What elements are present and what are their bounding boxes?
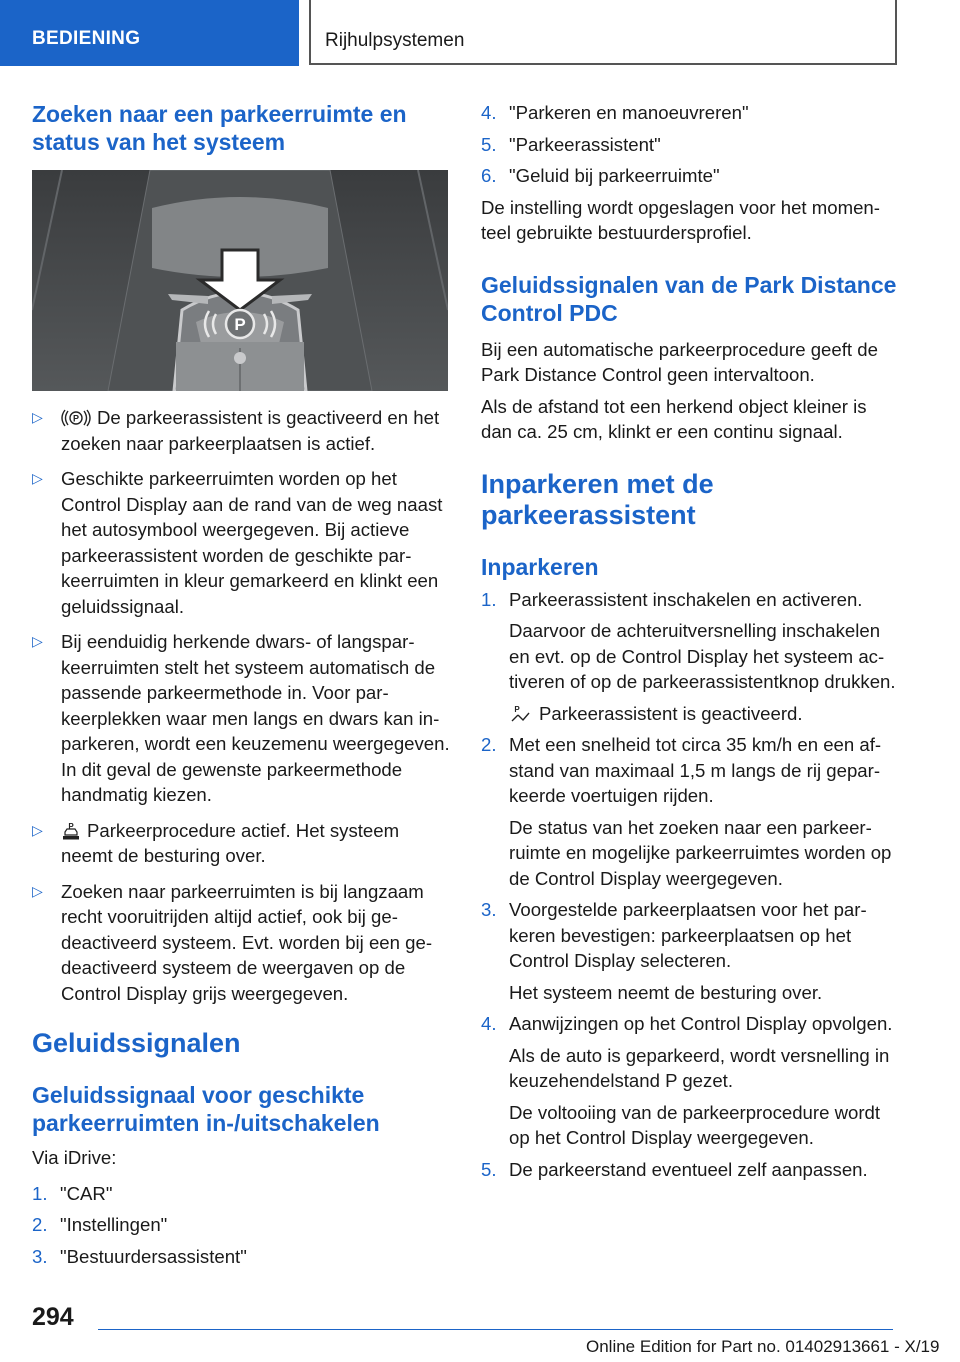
list-item: 3. Voorgestelde parkeerplaatsen voor het parkeren bevestigen: parkeerplaatsen op het Control Display selecteren. <box>481 899 867 971</box>
settings-saved-text: De instelling wordt opgeslagen voor het momenteel gebruikte bestuurdersprofiel. <box>481 196 880 243</box>
heading-sound-toggle: Geluidssignaal voor geschikte parkeerruimten in-/uitschakelen <box>32 1082 380 1136</box>
parking-steps-list <box>481 587 899 1183</box>
list-item: 5. "Parkeerassistent" <box>481 133 661 155</box>
list-item: ▷ Bij eenduidig herkende dwars- of langsparkeerruimten stelt het systeem automatisch de passende parkeermethode in. Voor parkeerplekken waar men langs en dwars kan inparkeren, wordt een keuzemenu weergegeven. In dit geval de gewenste parkeermethode handmatig kiezen. <box>32 631 450 805</box>
parking-procedure-active-icon <box>61 820 81 840</box>
footer-divider <box>98 1329 893 1330</box>
list-item: 1. "CAR" <box>32 1182 113 1204</box>
heading-sound-signals: Geluidssignalen <box>32 1028 241 1058</box>
section-tab <box>0 0 299 66</box>
heading-search-status: Zoeken naar een parkeerruimte en status van het systeem <box>32 101 407 155</box>
triangle-bullet-icon: ▷ <box>32 633 43 649</box>
svg-text:P: P <box>514 704 520 714</box>
list-item: ▷ Geschikte parkeerruimten worden op het Control Display aan de rand van de weg naast het autosymbool weergegeven. Bij actieve parkeerassistent worden de geschikte parkeerruimten in kleur gemarkeerd en klinkt een geluidssignaal. <box>32 468 443 617</box>
list-item: 5. De parkeerstand eventueel zelf aanpassen. <box>481 1158 868 1180</box>
list-item: 4. Aanwijzingen op het Control Display opvolgen. <box>481 1013 893 1034</box>
parking-assistant-active-icon <box>61 409 91 427</box>
list-item: De status van het zoeken naar een parkeerruimte en mogelijke parkeerruimtes worden op de Control Display weergegeven. <box>509 816 892 889</box>
list-item: 6. "Geluid bij parkeerruimte" <box>481 165 720 186</box>
pdc-paragraph-1: Bij een automatische parkeerprocedure geeft de Park Distance Control geen intervaltoon. <box>481 338 878 385</box>
list-item: De voltooiing van de parkeerprocedure wordt op het Control Display weergegeven. <box>509 1101 881 1148</box>
search-bullet-list <box>32 405 450 1006</box>
heading-inparkeren: Inparkeren <box>481 553 599 580</box>
parking-assistant-illustration <box>32 170 448 391</box>
list-item: 1. Parkeerassistent inschakelen en activeren. <box>481 588 863 610</box>
left-column <box>32 100 450 1269</box>
list-item: Daarvoor de achteruitversnelling inschakelen en evt. op de Control Display het systeem activeren of op de parkeerassistentknop drukken. <box>509 620 896 692</box>
car-with-arrow-illustration <box>32 170 448 391</box>
list-item: P Parkeerassistent is geactiveerd. <box>481 701 899 727</box>
triangle-bullet-icon: ▷ <box>32 821 43 838</box>
heading-park-with-assistant: Inparkeren met de parkeerassistent <box>481 468 714 530</box>
svg-text:P: P <box>68 821 74 831</box>
footer-edition: Online Edition for Part no. 01402913661 - X/19 <box>586 1337 940 1356</box>
list-item: ▷ Zoeken naar parkeerruimten is bij langzaam recht vooruitrijden altijd actief, ook bij gedeactiveerd systeem. Evt. worden bij een gedeactiveerd systeem de weergaven op de Control Display grijs weergegeven. <box>32 880 433 1004</box>
triangle-bullet-icon: ▷ <box>32 409 43 425</box>
list-item: 2. Met een snelheid tot circa 35 km/h en een afstand van maximaal 1,5 m langs de rij geparkeerde voertuigen rijden. <box>481 734 882 806</box>
idrive-steps-list-cont <box>481 100 899 189</box>
triangle-bullet-icon: ▷ <box>32 470 43 486</box>
parking-p-symbol: P <box>234 315 246 334</box>
idrive-steps-list <box>32 1181 450 1270</box>
list-item: ▷ P Parkeerprocedure actief. Het systeem neemt de besturing over. <box>32 819 400 866</box>
right-column <box>481 100 899 1182</box>
chapter-tab <box>309 0 897 65</box>
triangle-bullet-icon: ▷ <box>32 882 43 899</box>
list-item: 3. "Bestuurdersassistent" <box>32 1245 247 1267</box>
list-item: ▷ P De parkeerassistent is geactiveerd en het zoeken naar parkeerplaatsen is actief. <box>32 407 440 454</box>
list-item: 4. "Parkeren en manoeuvreren" <box>481 102 749 123</box>
chapter-title: Rijhulpsystemen <box>325 30 465 51</box>
pdc-paragraph-2: Als de afstand tot een herkend object kleiner is dan ca. 25 cm, klinkt er een continu signaal. <box>481 395 867 442</box>
heading-pdc-sound: Geluidssignalen van de Park Distance Control PDC <box>481 271 897 326</box>
parking-assistant-icon <box>509 703 533 723</box>
page-number: 294 <box>32 1303 74 1331</box>
list-item: 2. "Instellingen" <box>32 1214 168 1235</box>
list-item: Als de auto is geparkeerd, wordt versnelling in keuzehendelstand P gezet. <box>509 1044 890 1091</box>
via-idrive-text: Via iDrive: <box>32 1147 117 1168</box>
svg-text:P: P <box>72 413 80 424</box>
list-item: Het systeem neemt de besturing over. <box>509 981 823 1003</box>
section-title: BEDIENING <box>32 28 141 49</box>
